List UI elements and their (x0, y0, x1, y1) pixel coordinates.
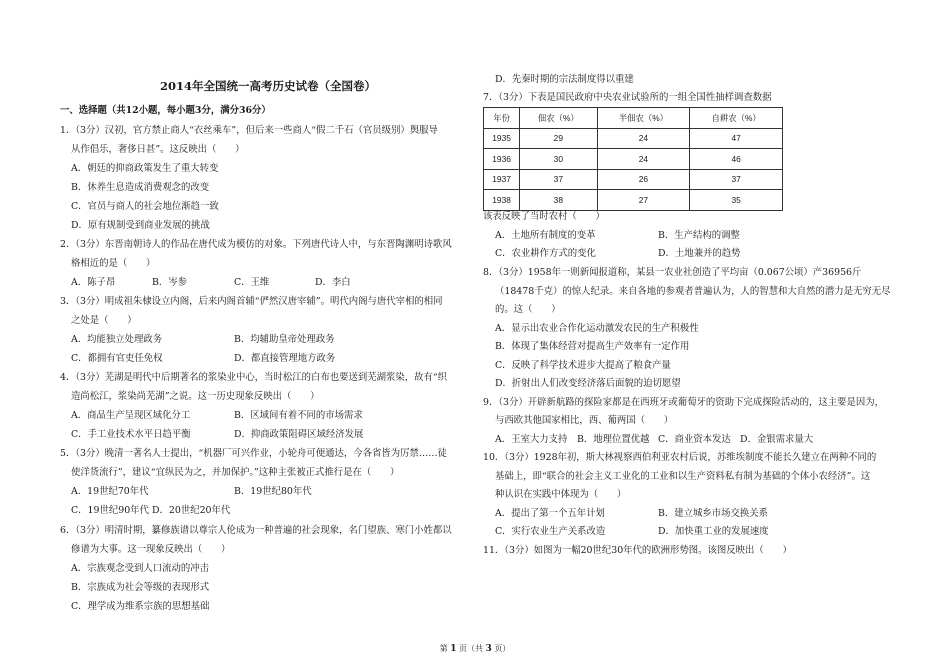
q8-option-b[interactable]: B．体现了集体经营对提高生产效率有一定作用 (495, 341, 690, 352)
question-2-text: 2．（3分）东晋南朝诗人的作品在唐代成为模仿的对象。下列唐代诗人中，与东晋陶渊明诗歌风 (60, 239, 452, 250)
table-header: 佃农（%） (520, 108, 597, 129)
q1-option-d[interactable]: D．原有规制受到商业发展的挑战 (71, 220, 210, 231)
table-cell: 27 (597, 190, 690, 211)
question-8-text: 8．（3分）1958年一则新闻报道称，某县一农业社创造了平均亩（0.067公顷）产36956斤 (483, 267, 862, 278)
page-title: 2014年全国统一高考历史试卷（全国卷） (160, 79, 377, 93)
q3-option-c[interactable]: C．都拥有官吏任免权 (71, 353, 163, 364)
table-cell: 46 (690, 149, 783, 170)
table-row (484, 190, 783, 211)
table-cell: 35 (690, 190, 783, 211)
q10-option-c[interactable]: C．实行农业生产关系改造 (495, 526, 606, 537)
survey-table (483, 107, 783, 211)
q7-option-b[interactable]: B．生产结构的调整 (658, 230, 740, 241)
q3-option-a[interactable]: A．均能独立处理政务 (71, 334, 163, 345)
q4-option-a[interactable]: A．商品生产呈现区域化分工 (71, 410, 191, 421)
table-row (484, 149, 783, 170)
table-header: 半佃农（%） (597, 108, 690, 129)
table-cell: 29 (520, 128, 597, 149)
question-10-text: 10．（3分）1928年初，斯大林视察西伯利亚农村后说，苏维埃制度不能长久建立在两种不同的 (483, 452, 877, 463)
q3-option-d[interactable]: D．都直接管理地方政务 (234, 353, 336, 364)
footer-page-number: 1 (450, 644, 457, 654)
table-cell: 1935 (484, 128, 520, 149)
question-4-text: 4．（3分）芜湖是明代中后期著名的浆染业中心，当时松江的白布也要送到芜湖浆染，故有“织 (60, 372, 448, 383)
section-heading: 一、选择题（共12小题，每小题3分，满分36分） (60, 105, 271, 116)
question-1-text-cont: 从作倡乐，奢侈日甚”。这反映出（ ） (71, 144, 245, 155)
table-cell: 26 (597, 169, 690, 190)
question-3-text: 3．（3分）明成祖朱棣设立内阁，后来内阁首辅“俨然汉唐宰辅”。明代内阁与唐代宰相的相同 (60, 296, 443, 307)
q9-option-a[interactable]: A．王室大力支持 (495, 434, 568, 445)
q3-option-b[interactable]: B．均辅助皇帝处理政务 (234, 334, 335, 345)
question-2-text-cont: 格相近的是（ ） (71, 258, 156, 269)
q4-option-d[interactable]: D．抑商政策阻碍区域经济发展 (234, 429, 364, 440)
q8-option-d[interactable]: D．折射出人们改变经济落后面貌的迫切愿望 (495, 378, 681, 389)
q1-option-c[interactable]: C．官员与商人的社会地位渐趋一致 (71, 201, 219, 212)
q7-option-d[interactable]: D．土地兼并的趋势 (658, 248, 741, 259)
footer-middle: 页（共 (459, 644, 483, 653)
table-cell: 47 (690, 128, 783, 149)
q4-option-c[interactable]: C．手工业技术水平日趋平衡 (71, 429, 191, 440)
table-header: 年份 (484, 108, 520, 129)
question-6-text: 6．（3分）明清时期，纂修族谱以尊宗人伦成为一种普遍的社会现象，名门望族、寒门小姓都以 (60, 525, 452, 536)
q5-option-d[interactable]: D．20世纪20年代 (152, 505, 231, 516)
question-10-text-cont2: 种认识在实践中体现为（ ） (495, 489, 627, 500)
table-row (484, 169, 783, 190)
footer-prefix: 第 (439, 644, 448, 653)
question-11-text: 11．（3分）如图为一幅20世纪30年代的欧洲形势图。该图反映出（ ） (483, 545, 792, 556)
table-cell: 37 (690, 169, 783, 190)
table-cell: 1936 (484, 149, 520, 170)
question-6-text-cont: 修谱为大事。这一现象反映出（ ） (71, 544, 231, 555)
q9-option-c[interactable]: C．商业资本发达 (658, 434, 731, 445)
q1-option-b[interactable]: B．休养生息造成消费观念的改变 (71, 182, 210, 193)
table-header: 自耕农（%） (690, 108, 783, 129)
q7-option-c[interactable]: C．农业耕作方式的变化 (495, 248, 596, 259)
footer-suffix: 页） (494, 644, 511, 653)
q2-option-c[interactable]: C．王维 (234, 277, 270, 288)
table-cell: 24 (597, 149, 690, 170)
q10-option-a[interactable]: A．提出了第一个五年计划 (495, 508, 605, 519)
question-8-text-cont2: 的。这（ ） (495, 304, 561, 315)
question-1-text: 1．（3分）汉初，官方禁止商人“衣丝乘车”，但后来一些商人“假二千石（官员级别）舆服导 (60, 125, 438, 136)
question-5-text-cont: 使洋货流行”，建议“宜纵民为之，并加保护。”这种主张被正式推行是在（ ） (71, 467, 400, 478)
question-5-text: 5．（3分）晚清一著名人士提出，“机器厂可兴作业，小轮舟可便通达，今各省皆为厉禁……徒 (60, 448, 448, 459)
page-footer (0, 643, 950, 654)
q9-option-b[interactable]: B．地理位置优越 (577, 434, 650, 445)
q9-option-d[interactable]: D．金银需求量大 (740, 434, 814, 445)
q6-option-d[interactable]: D．先秦时期的宗法制度得以重建 (495, 74, 634, 85)
q10-option-d[interactable]: D．加快重工业的发展速度 (658, 526, 769, 537)
q5-option-b[interactable]: B．19世纪80年代 (234, 486, 312, 497)
table-cell: 37 (520, 169, 597, 190)
q6-option-c[interactable]: C．理学成为维系宗族的思想基础 (71, 601, 210, 612)
q8-option-c[interactable]: C．反映了科学技术进步大提高了粮食产量 (495, 360, 671, 371)
q4-option-b[interactable]: B．区域间有着不同的市场需求 (234, 410, 363, 421)
table-cell: 30 (520, 149, 597, 170)
q6-option-a[interactable]: A．宗族观念受到人口流动的冲击 (71, 563, 210, 574)
table-cell: 1937 (484, 169, 520, 190)
q10-option-b[interactable]: B．建立城乡市场交换关系 (658, 508, 769, 519)
question-8-text-cont: （18478千克）的惊人纪录。来自各地的参观者普遍认为，人的智慧和大自然的潜力是无穷无尽 (495, 286, 891, 297)
q6-option-b[interactable]: B．宗族成为社会等级的表现形式 (71, 582, 210, 593)
q8-option-a[interactable]: A．显示出农业合作化运动激发农民的生产积极性 (495, 323, 699, 334)
table-header-row (484, 108, 783, 129)
question-9-text: 9．（3分）开辟新航路的探险家都是在西班牙或葡萄牙的资助下完成探险活动的，这主要是因为， (483, 397, 884, 408)
question-9-text-cont: 与西欧其他国家相比，西、葡两国（ ） (495, 415, 674, 426)
footer-total-pages: 3 (485, 644, 492, 654)
table-cell: 38 (520, 190, 597, 211)
question-4-text-cont: 造尚松江，浆染尚芜湖”之说。这一历史现象反映出（ ） (71, 391, 320, 402)
q1-option-a[interactable]: A．朝廷的抑商政策发生了重大转变 (71, 163, 219, 174)
question-3-text-cont: 之处是（ ） (71, 315, 137, 326)
q2-option-a[interactable]: A．陈子昂 (71, 277, 116, 288)
question-7-text: 7．（3分）下表是国民政府中央农业试验所的一组全国性抽样调查数据 (483, 92, 772, 103)
q5-option-a[interactable]: A．19世纪70年代 (71, 486, 149, 497)
question-7-text-cont: 该表反映了当时农村（ ） (483, 211, 605, 222)
q7-option-a[interactable]: A．土地所有制度的变革 (495, 230, 596, 241)
question-10-text-cont: 基础上，即“联合的社会主义工业化的工业和以生产资料私有制为基础的个体小农经济”。这 (495, 471, 871, 482)
q5-option-c[interactable]: C．19世纪90年代 (71, 505, 149, 516)
table-cell: 24 (597, 128, 690, 149)
table-cell: 1938 (484, 190, 520, 211)
q2-option-d[interactable]: D．李白 (315, 277, 351, 288)
table-row (484, 128, 783, 149)
q2-option-b[interactable]: B．岑参 (152, 277, 188, 288)
